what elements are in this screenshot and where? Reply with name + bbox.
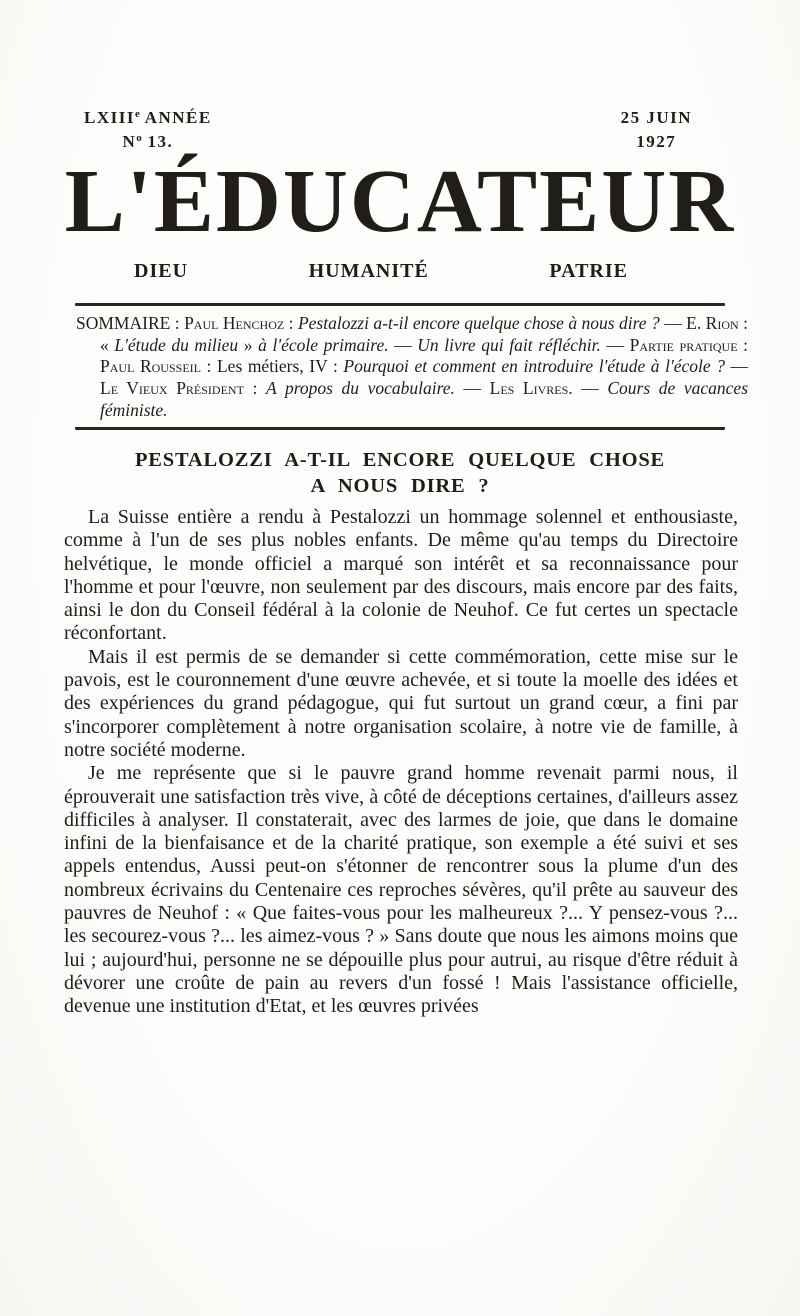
sommaire-segment: — <box>600 334 630 355</box>
sommaire-segment: : « <box>100 313 748 355</box>
date-year: 1927 <box>636 131 677 151</box>
sommaire-segment: » <box>238 334 259 355</box>
sommaire-segment: Paul Rousseil <box>100 356 201 377</box>
sommaire-segment: : Les métiers, IV : <box>200 356 344 377</box>
issue-number: 13. <box>141 131 174 151</box>
sommaire-segment: Partie pratique <box>629 334 738 355</box>
issue-superscript: o <box>136 131 142 144</box>
article-body <box>64 506 738 1019</box>
date-day-month: 25 JUIN <box>620 108 692 127</box>
sommaire-segment: Un livre qui fait réfléchir. <box>417 334 601 355</box>
journal-masthead-title: L'ÉDUCATEUR <box>64 152 736 251</box>
sommaire-segment: E. Rion <box>686 313 739 333</box>
sommaire-segment: — <box>388 334 418 355</box>
sommaire-block <box>76 313 748 422</box>
motto-humanite: HUMANITÉ <box>308 260 429 282</box>
issue-header <box>84 106 692 154</box>
volume-issue-block <box>84 106 212 154</box>
volume-superscript: e <box>134 108 140 120</box>
motto-row <box>134 260 628 283</box>
sommaire-segment: Les Livres. <box>489 378 573 399</box>
article-title-line1: PESTALOZZI A-T-IL ENCORE QUELQUE CHOSE <box>134 449 666 471</box>
sommaire-segment: Pestalozzi a-t-il encore quelque chose à nous dire ? <box>297 313 660 333</box>
date-block <box>621 106 692 154</box>
issue-number-line <box>84 130 212 154</box>
article-paragraph: La Suisse entière a rendu à Pestalozzi un hommage solennel et enthousiaste, comme à l'un de ses plus nobles enfants. De même qu'au temps du Directoire helvétique, le monde officiel a marqué son intérêt et sa reconnaissance pour l'homme et pour l'œuvre, non seulement par des discours, mais encore par des faits, ainsi le don du Conseil fédéral à la colonie de Neuhof. Ce fut certes un spectacle réconfortant. <box>64 506 738 645</box>
sommaire-segment: L'étude du milieu <box>114 334 239 355</box>
horizontal-rule-bottom <box>75 427 725 430</box>
sommaire-segment: : <box>243 378 266 399</box>
sommaire-segment: Paul Henchoz <box>184 313 285 333</box>
sommaire-segment: : <box>737 334 749 355</box>
horizontal-rule-top <box>75 303 725 306</box>
article-title-line2: A NOUS DIRE ? <box>310 475 490 497</box>
sommaire-segment: — <box>454 378 490 399</box>
sommaire-segment: : <box>284 313 298 333</box>
volume-line <box>84 106 212 130</box>
motto-dieu: DIEU <box>134 260 189 282</box>
sommaire-segment: — <box>572 378 608 399</box>
sommaire-segment: à l'école primaire. <box>258 334 389 355</box>
sommaire-segment: Le Vieux Président <box>100 378 244 399</box>
volume-word: ANNÉE <box>139 108 212 127</box>
article-title <box>0 447 800 499</box>
sommaire-segment: Pourquoi et comment en introduire l'étude à l'école ? <box>343 356 725 377</box>
article-paragraph: Je me représente que si le pauvre grand homme revenait parmi nous, il éprouverait une satisfaction très vive, à côté de déceptions certaines, d'ailleurs assez difficiles à analyser. Il constaterait, avec des larmes de joie, que dans le domaine infini de la bienfaisance et de la charité pratique, son exemple a été suivi et ses appels entendus, Aussi peut-on s'étonner de rencontrer sous la plume d'un des nombreux écrivains du Centenaire ces reproches sévères, qu'il prête au sauveur des pauvres de Neuhof : « Que faites-vous pour les malheureux ?... Y pensez-vous ?... les secourez-vous ?... les aimez-vous ? » Sans doute que nous les aimons moins que lui ; aujourd'hui, personne ne se dépouille plus pour autrui, au risque d'être réduit à dévorer une croûte de pain au revers d'un fossé ! Mais l'assistance officielle, devenue une institution d'Etat, et les œuvres privées <box>64 762 738 1018</box>
sommaire-segment: SOMMAIRE : <box>76 313 185 333</box>
sommaire-segment: — <box>659 313 687 333</box>
issue-letter: N <box>122 131 137 151</box>
article-paragraph: Mais il est permis de se demander si cette commémoration, cette mise sur le pavois, est le couronnement d'une œuvre achevée, et si toute la moelle des idées et des expériences du grand pédagogue, qui fut surtout un grand cœur, a fini par s'incorporer complètement à notre organisation scolaire, à notre vie de famille, à notre société moderne. <box>64 645 738 761</box>
sommaire-segment: A propos du vocabulaire. <box>265 378 455 399</box>
motto-patrie: PATRIE <box>549 260 628 282</box>
volume-roman: LXIII <box>84 108 135 127</box>
sommaire-segment: Cours de vacances féministe. <box>100 378 749 420</box>
sommaire-segment: — <box>724 356 749 377</box>
